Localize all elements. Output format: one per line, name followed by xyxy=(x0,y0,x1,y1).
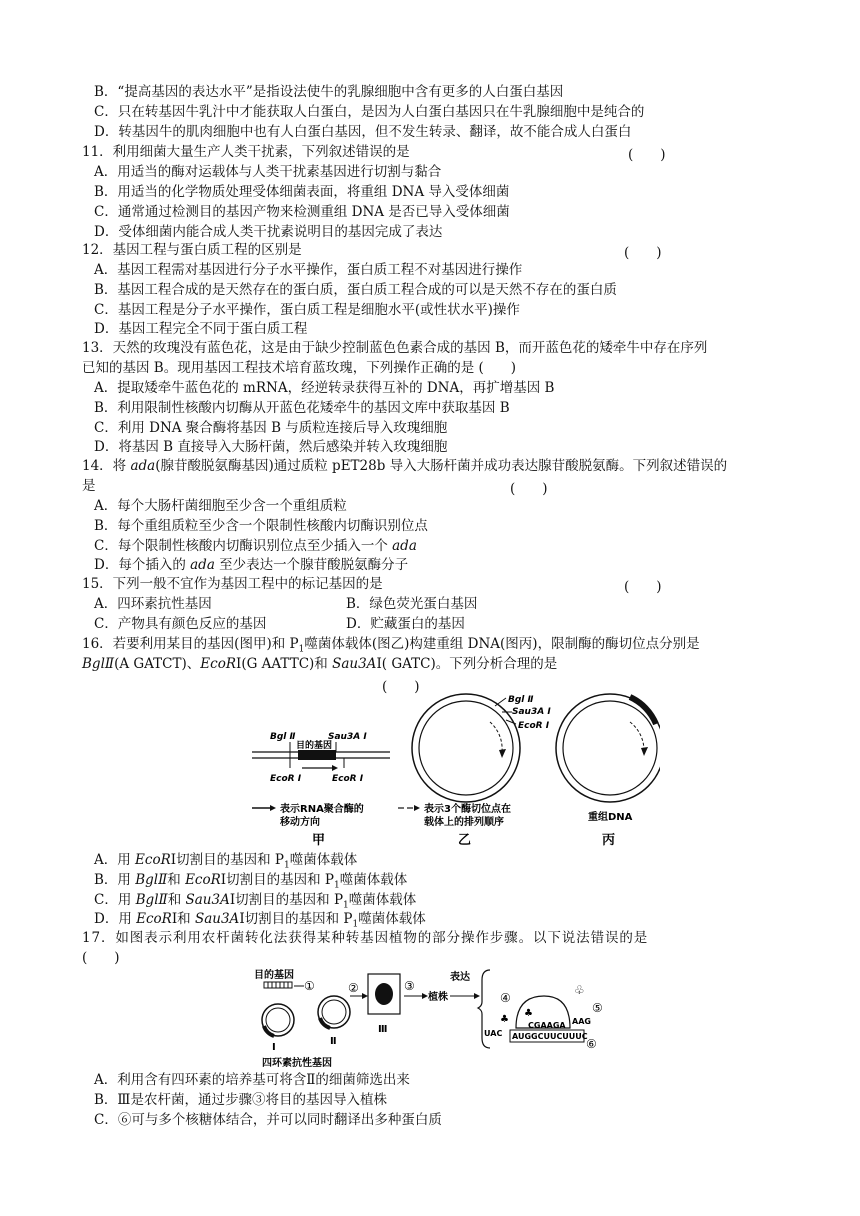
step-3: ③ xyxy=(404,979,415,993)
caption-yi: 乙 xyxy=(458,833,472,848)
q11-option-b: B．用适当的化学物质处理受体细菌表面，将重组 DNA 导入受体细菌 xyxy=(94,184,510,200)
text: Ⅰ切割目的基因和 P xyxy=(229,892,344,908)
q16-text: (A GATCT)、 xyxy=(114,656,201,672)
figure-17 xyxy=(252,966,612,1070)
q10-option-b: B．“提高基因的表达水平”是指设法使牛的乳腺细胞中含有更多的人白蛋白基因 xyxy=(94,84,564,100)
q13-option-b: B．利用限制性核酸内切酶从开蓝色花矮牵牛的基因文库中获取基因 B xyxy=(94,400,510,416)
q15-option-d: D．贮藏蛋白的基因 xyxy=(346,616,465,632)
legend-rna-polymerase: 表示RNA聚合酶的 xyxy=(280,804,364,815)
q10-option-d: D．转基因牛的肌肉细胞中也有人白蛋白基因，但不发生转录、翻译，故不能合成人白蛋白 xyxy=(94,124,632,140)
q12-option-c: C．基因工程是分子水平操作，蛋白质工程是细胞水平(或性状水平)操作 xyxy=(94,302,520,318)
q14-stem-line2: 是 xyxy=(82,478,96,494)
label-sau3a: Sau3A Ⅰ xyxy=(512,707,551,717)
subscript: 1 xyxy=(352,919,359,930)
q11-option-a: A．用适当的酶对运载体与人类干扰素基因进行切割与黏合 xyxy=(94,164,442,180)
q14-gene-italic: ada xyxy=(130,458,156,474)
label-ecor1-left: EcoR Ⅰ xyxy=(270,774,302,784)
plasmid-I-inner xyxy=(266,1008,290,1032)
text: 噬菌体载体 xyxy=(358,911,426,927)
label-plant: 植株 xyxy=(428,992,448,1003)
q13-option-d: D．将基因 B 直接导入大肠杆菌，然后感染并转入玫瑰细胞 xyxy=(94,439,448,455)
text: Ⅰ切割目的基因和 P xyxy=(170,852,284,868)
q16-sau-italic: Sau3A xyxy=(332,656,377,672)
label-I: Ⅰ xyxy=(272,1042,276,1053)
q17-option-c: C．⑥可与多个核糖体结合，并可以同时翻译出多种蛋白质 xyxy=(94,1112,442,1128)
q12-answer-paren: ( ) xyxy=(624,245,662,261)
label-5: ⑤ xyxy=(592,1001,603,1015)
q11-stem: 11．利用细菌大量生产人类干扰素，下列叙述错误的是 xyxy=(82,144,410,160)
q16-text: 16．若要利用某目的基因(图甲)和 P xyxy=(82,636,299,652)
text: Ⅰ切割目的基因和 P xyxy=(239,911,353,927)
q14c-gene-italic: ada xyxy=(392,538,417,554)
q16-stem-line2 xyxy=(82,655,557,674)
q11-answer-paren: ( ) xyxy=(628,147,666,163)
text: D．用 xyxy=(94,911,137,927)
q14-text: 14．将 xyxy=(82,458,131,474)
text: 和 xyxy=(167,892,186,908)
q14-option-a: A．每个大肠杆菌细胞至少含一个重组质粒 xyxy=(94,498,347,514)
legend-cut-sites: 表示3个酶切位点在 xyxy=(424,804,511,815)
q13-stem-line1: 13．天然的玫瑰没有蓝色花，这是由于缺少控制蓝色色素合成的基因 B，而开蓝色花的矮牵牛中存在序列 xyxy=(82,340,708,356)
step-2: ② xyxy=(348,981,359,995)
arrow-head xyxy=(362,993,368,999)
legend-order: 载体上的排列顺序 xyxy=(424,817,504,828)
text: 噬菌体载体 xyxy=(348,892,417,908)
arrow-head xyxy=(474,993,480,999)
text: C．用 xyxy=(94,892,136,908)
q17-option-b: B．Ⅲ是农杆菌，通过步骤③将目的基因导入植株 xyxy=(94,1092,387,1108)
site-order-arrow xyxy=(490,722,502,752)
text: 噬菌体载体 xyxy=(289,852,358,868)
q15-answer-paren: ( ) xyxy=(624,579,662,595)
figure-yi xyxy=(398,694,551,848)
subscript: 1 xyxy=(334,880,340,891)
q14d-text: D．每个插入的 xyxy=(94,557,191,573)
label-4: ④ xyxy=(500,991,511,1005)
italic-enzyme: EcoR xyxy=(135,852,171,868)
text: A．用 xyxy=(94,852,136,868)
label-express: 表达 xyxy=(450,972,470,983)
q17-stem-line2: ( ) xyxy=(82,950,120,966)
label-target-gene: 目的基因 xyxy=(296,741,333,751)
q14-answer-paren: ( ) xyxy=(510,481,548,497)
inserted-gene-segment xyxy=(630,697,656,724)
label-6: ⑥ xyxy=(586,1037,597,1051)
q14-text: (腺苷酸脱氨酶基因)通过质粒 pET28b 导入大肠杆菌并成功表达腺苷酸脱氨酶。下列叙述错误的 xyxy=(155,458,728,474)
q12-option-a: A．基因工程需对基因进行分子水平操作，蛋白质工程不对基因进行操作 xyxy=(94,262,523,278)
site-order-arrow xyxy=(630,722,644,750)
q14-stem-line1 xyxy=(82,457,727,476)
caption-jia: 甲 xyxy=(312,833,326,848)
text: Ⅰ和 xyxy=(171,911,195,927)
label-target-gene: 目的基因 xyxy=(254,970,294,981)
q14c-text: C．每个限制性核酸内切酶识别位点至少插入一个 xyxy=(94,538,393,554)
arrow-head xyxy=(499,749,506,758)
label-bgl2: Bgl Ⅱ xyxy=(508,695,534,705)
q14d-text: 至少表达一个腺苷酸脱氨酶分子 xyxy=(214,557,409,573)
q15-stem: 15．下列一般不宜作为基因工程中的标记基因的是 xyxy=(82,576,383,592)
italic-enzyme: Sau3A xyxy=(194,911,240,927)
step-1: ① xyxy=(304,979,315,993)
label-sau3a: Sau3A Ⅰ xyxy=(328,732,367,742)
q13-option-c: C．利用 DNA 聚合酶将基因 B 与质粒连接后导入玫瑰细胞 xyxy=(94,420,448,436)
figure-jia xyxy=(252,732,390,848)
cell-nucleus xyxy=(375,983,393,1005)
arrow-head xyxy=(270,805,276,811)
site-pointer xyxy=(495,698,506,706)
q15-option-a: A．四环素抗性基因 xyxy=(94,596,212,612)
label-II: Ⅱ xyxy=(330,1036,337,1047)
trna-icon: ♣ xyxy=(500,1014,509,1025)
q14-option-c xyxy=(94,537,417,556)
q16-text: Ⅰ(G AATTC)和 xyxy=(236,656,333,672)
figure-bing xyxy=(556,694,660,848)
caption-bing: 丙 xyxy=(602,833,616,848)
label-recombinant-dna: 重组DNA xyxy=(588,812,633,823)
q13-stem-line2: 已知的基因 B。现用基因工程技术培育蓝玫瑰，下列操作正确的是 ( ) xyxy=(82,360,517,376)
vector-inner-ring xyxy=(419,701,513,795)
q16-eco-italic: EcoR xyxy=(200,656,236,672)
q12-stem: 12．基因工程与蛋白质工程的区别是 xyxy=(82,242,302,258)
q16-answer-paren: ( ) xyxy=(382,679,420,695)
q16-subscript: 1 xyxy=(298,644,305,655)
arrow-head xyxy=(414,805,420,811)
arrow-head xyxy=(641,747,648,756)
trna-arriving-icon: ♧ xyxy=(574,983,585,997)
vector-outer-ring xyxy=(412,694,520,802)
trna-icon: ♣ xyxy=(524,1008,533,1019)
text: 噬菌体载体 xyxy=(339,872,408,888)
italic-enzyme: Sau3A xyxy=(185,892,230,908)
q14-option-b: B．每个重组质粒至少含一个限制性核酸内切酶识别位点 xyxy=(94,518,428,534)
label-ecor1: EcoR Ⅰ xyxy=(518,721,550,731)
q11-option-c: C．通常通过检测目的基因产物来检测重组 DNA 是否已导入受体细菌 xyxy=(94,204,510,220)
q13-option-a: A．提取矮牵牛蓝色花的 mRNA，经逆转录获得互补的 DNA，再扩增基因 B xyxy=(94,380,555,396)
label-ecor1-right: EcoR Ⅰ xyxy=(332,774,364,784)
text: B．用 xyxy=(94,872,136,888)
label-III: Ⅲ xyxy=(378,1024,388,1035)
label-mrna-sequence: AUGGCUUCUUUC xyxy=(512,1032,588,1041)
q16-bgl-italic: BglⅡ xyxy=(82,656,115,672)
subscript: 1 xyxy=(283,860,290,871)
text: Ⅰ切割目的基因和 P xyxy=(220,872,335,888)
q14-option-d xyxy=(94,556,408,575)
q15-option-c: C．产物具有颜色反应的基因 xyxy=(94,616,267,632)
site-pointer xyxy=(506,720,516,724)
label-bgl2: Bgl Ⅱ xyxy=(270,732,296,742)
label-tet-resistance: 四环素抗性基因 xyxy=(262,1058,332,1069)
q17-stem-line1: 17．如图表示利用农杆菌转化法获得某种转基因植物的部分操作步骤。以下说法错误的是 xyxy=(82,930,649,946)
text: 和 xyxy=(167,872,186,888)
italic-enzyme: EcoR xyxy=(185,872,221,888)
target-gene-block xyxy=(298,750,336,760)
arrow-head xyxy=(332,765,338,771)
q16-text: Ⅰ( GATC)。下列分析合理的是 xyxy=(376,656,558,672)
plasmid-II-inner xyxy=(322,1000,346,1024)
figure-16 xyxy=(240,692,660,852)
q14d-gene-italic: ada xyxy=(190,557,215,573)
label-uac: UAC xyxy=(484,1029,503,1038)
label-cgaaga: CGAAGA xyxy=(528,1021,566,1030)
subscript: 1 xyxy=(343,900,349,911)
q12-option-b: B．基因工程合成的是天然存在的蛋白质，蛋白质工程合成的可以是天然不存在的蛋白质 xyxy=(94,282,617,298)
q11-option-d: D．受体细菌内能合成人类干扰素说明目的基因完成了表达 xyxy=(94,224,443,240)
italic-enzyme: BglⅡ xyxy=(135,872,168,888)
label-aag: AAG xyxy=(572,1017,591,1026)
italic-enzyme: EcoR xyxy=(136,911,172,927)
q15-option-b: B．绿色荧光蛋白基因 xyxy=(346,596,478,612)
legend-direction: 移动方向 xyxy=(280,817,320,828)
italic-enzyme: BglⅡ xyxy=(135,892,168,908)
q12-option-d: D．基因工程完全不同于蛋白质工程 xyxy=(94,321,308,337)
q10-option-c: C．只在转基因牛乳汁中才能获取人白蛋白，是因为人白蛋白基因只在牛乳腺细胞中是纯合的 xyxy=(94,104,645,120)
q17-option-a: A．利用含有四环素的培养基可将含Ⅱ的细菌筛选出来 xyxy=(94,1072,410,1088)
q16-text: 噬菌体载体(图乙)构建重组 DNA(图丙)，限制酶的酶切位点分别是 xyxy=(304,636,700,652)
